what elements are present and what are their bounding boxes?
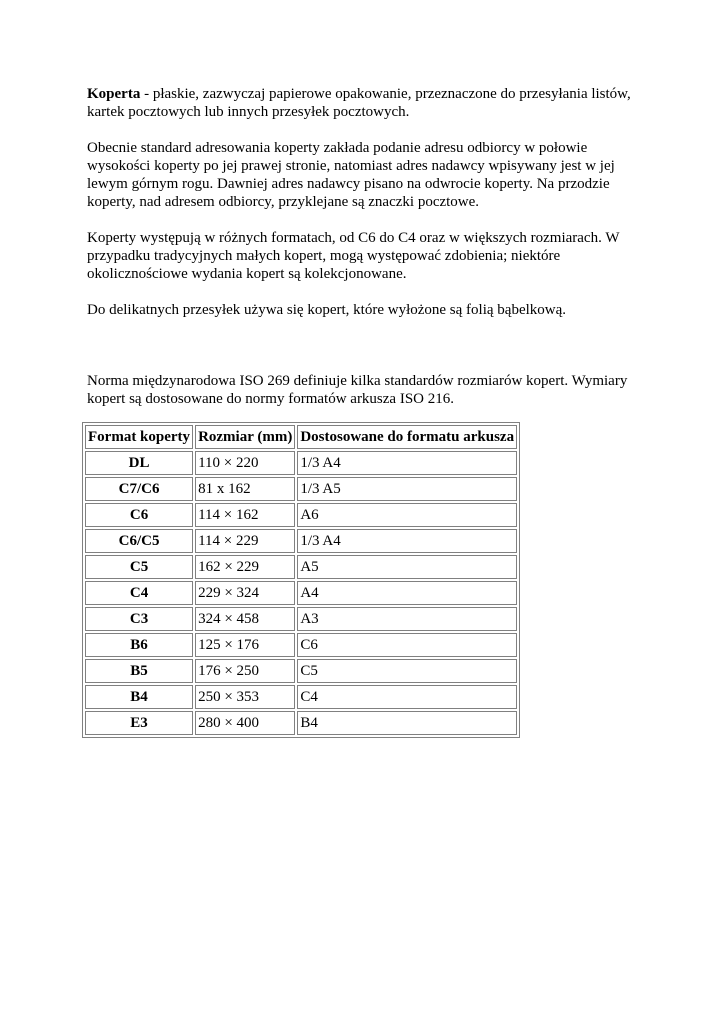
table-row — [85, 633, 517, 657]
cell-size: 280 × 400 — [195, 711, 295, 735]
header-sheet: Dostosowane do formatu arkusza — [297, 425, 517, 449]
cell-sheet: C5 — [297, 659, 517, 683]
table-header-row — [85, 425, 517, 449]
table-row — [85, 607, 517, 631]
cell-format: C4 — [85, 581, 193, 605]
bubble-wrap-paragraph: Do delikatnych przesyłek używa się kopert, które wyłożone są folią bąbelkową. — [87, 302, 567, 318]
cell-format: C5 — [85, 555, 193, 579]
cell-size: 162 × 229 — [195, 555, 295, 579]
iso-paragraph: Norma międzynarodowa ISO 269 definiuje kilka standardów rozmiarów kopert. Wymiary kopert są dostosowane do normy formatów arkusza ISO 216. — [87, 373, 628, 407]
document-page — [87, 85, 647, 738]
cell-format: B6 — [85, 633, 193, 657]
table-row — [85, 685, 517, 709]
intro-term: Koperta — [87, 86, 141, 102]
table-row — [85, 529, 517, 553]
cell-format: DL — [85, 451, 193, 475]
header-format: Format koperty — [85, 425, 193, 449]
cell-format: C6 — [85, 503, 193, 527]
cell-format: B5 — [85, 659, 193, 683]
table-row — [85, 555, 517, 579]
table-row — [85, 451, 517, 475]
cell-size: 81 x 162 — [195, 477, 295, 501]
intro-paragraph — [87, 85, 647, 121]
cell-size: 114 × 162 — [195, 503, 295, 527]
cell-size: 176 × 250 — [195, 659, 295, 683]
header-size: Rozmiar (mm) — [195, 425, 295, 449]
envelope-sizes-table — [82, 422, 520, 738]
cell-sheet: 1/3 A5 — [297, 477, 517, 501]
cell-sheet: A4 — [297, 581, 517, 605]
table-row — [85, 659, 517, 683]
cell-size: 250 × 353 — [195, 685, 295, 709]
cell-size: 125 × 176 — [195, 633, 295, 657]
cell-sheet: A3 — [297, 607, 517, 631]
formats-paragraph: Koperty występują w różnych formatach, od C6 do C4 oraz w większych rozmiarach. W przypadku tradycyjnych małych kopert, mogą występować zdobienia; niektóre okolicznościowe wydania kopert są kolekcjonowane. — [87, 230, 620, 282]
cell-format: B4 — [85, 685, 193, 709]
table-row — [85, 581, 517, 605]
cell-size: 324 × 458 — [195, 607, 295, 631]
table-row — [85, 477, 517, 501]
addressing-paragraph: Obecnie standard adresowania koperty zakłada podanie adresu odbiorcy w połowie wysokości koperty po jej prawej stronie, natomiast adres nadawcy wpisywany jest w jej lewym górnym rogu. Dawniej adres nadawcy pisano na odwrocie koperty. Na przodzie koperty, nad adresem odbiorcy, przyklejane są znaczki pocztowe. — [87, 140, 615, 210]
cell-size: 114 × 229 — [195, 529, 295, 553]
cell-sheet: C4 — [297, 685, 517, 709]
cell-format: C3 — [85, 607, 193, 631]
cell-sheet: C6 — [297, 633, 517, 657]
cell-format: E3 — [85, 711, 193, 735]
cell-sheet: A5 — [297, 555, 517, 579]
spacer — [87, 337, 647, 372]
cell-format: C7/C6 — [85, 477, 193, 501]
table-row — [85, 711, 517, 735]
cell-sheet: 1/3 A4 — [297, 451, 517, 475]
cell-format: C6/C5 — [85, 529, 193, 553]
cell-sheet: 1/3 A4 — [297, 529, 517, 553]
cell-sheet: B4 — [297, 711, 517, 735]
intro-definition: - płaskie, zazwyczaj papierowe opakowanie, przeznaczone do przesyłania listów, kartek pocztowych lub innych przesyłek pocztowych. — [87, 86, 631, 120]
table-row — [85, 503, 517, 527]
cell-size: 110 × 220 — [195, 451, 295, 475]
cell-size: 229 × 324 — [195, 581, 295, 605]
cell-sheet: A6 — [297, 503, 517, 527]
